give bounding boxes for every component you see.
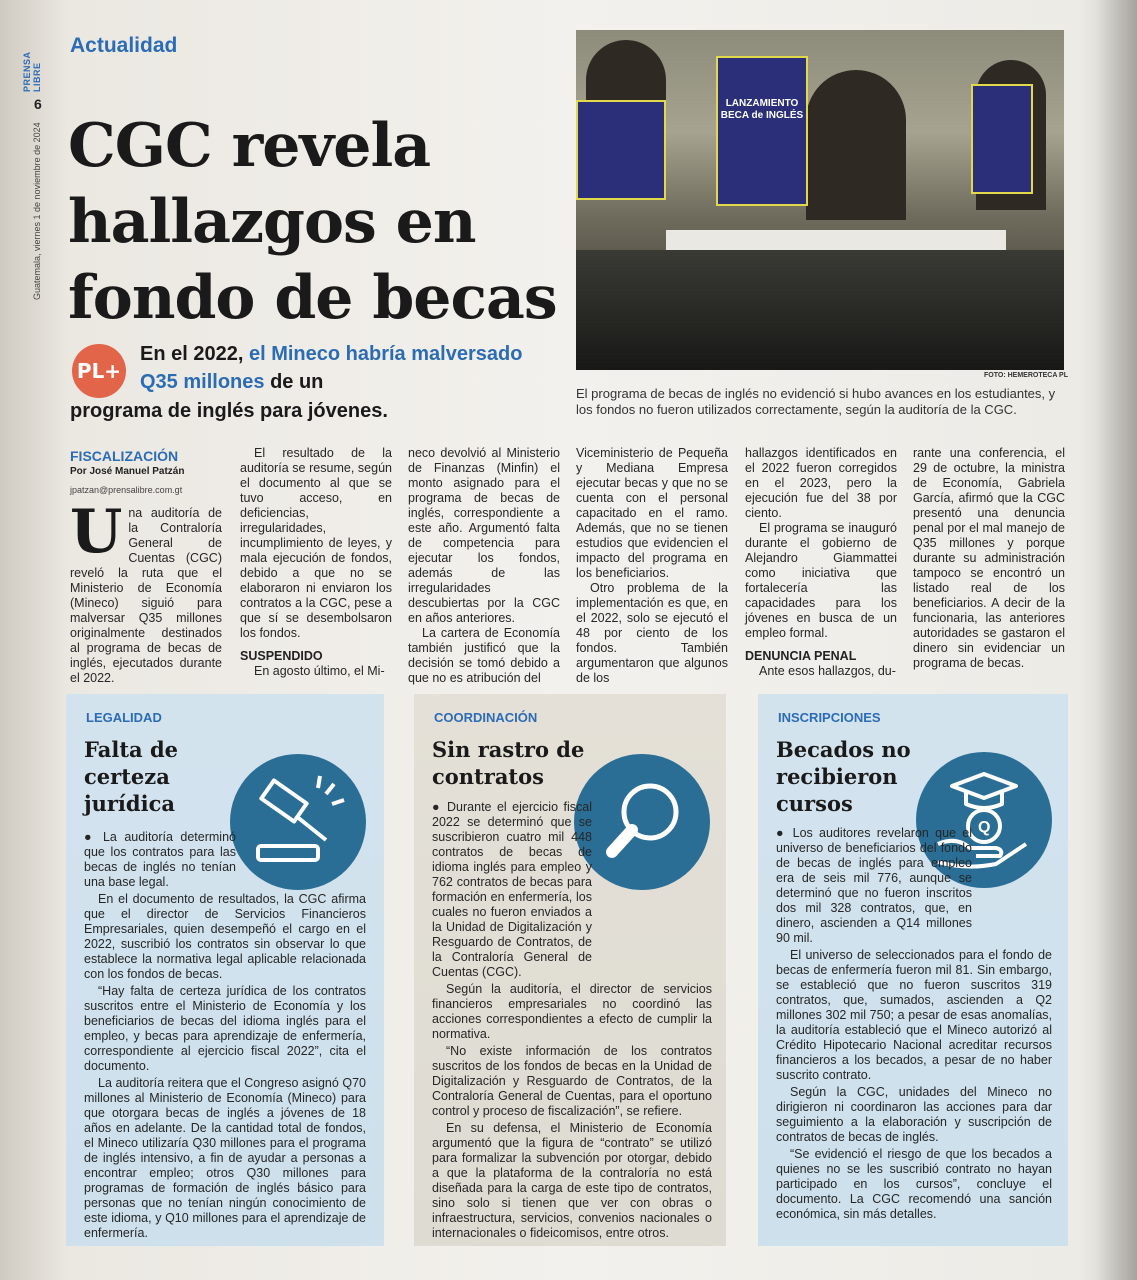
sidebar-box-legalidad bbox=[66, 694, 384, 1246]
margin-dateline: Guatemala, viernes 1 de noviembre de 2024 bbox=[32, 122, 42, 300]
subhead-part1: En el 2022, bbox=[140, 343, 244, 365]
article-col-2 bbox=[240, 446, 392, 679]
photo-arch-center bbox=[806, 70, 906, 220]
article-paragraph: El programa se inauguró durante el gobierno de Alejandro Giammattei como iniciativa que fortalecería las capacidades para los jóvenes en busca de un empleo formal. bbox=[745, 521, 897, 640]
box-paragraph: El universo de seleccionados para el fondo de becas de enfermería fueron mil 81. Sin embargo, se estableció que no fueron suscritos 319 contratos, que, sumados, ascienden a Q2 millones 302 mil 750; a pesar de esas anomalías, la auditoría estableció que el Mineco autorizó al Crédito Hipotecario Nacional acreditar recursos financieros a los becados, a pesar de no haber suscrito contrato. bbox=[776, 948, 1052, 1082]
subheading-suspendido: SUSPENDIDO bbox=[240, 649, 323, 663]
box-kicker: INSCRIPCIONES bbox=[778, 710, 881, 725]
article-paragraph: hallazgos identificados en el 2022 fueron corregidos en el 2023, pero la ejecución fue del 38 por ciento. bbox=[745, 446, 897, 520]
byline-author: Por José Manuel Patzán bbox=[70, 466, 185, 477]
margin-brand: PRENSA LIBRE bbox=[22, 51, 42, 92]
photo-banner-text: LANZAMIENTO BECA de INGLÉS bbox=[720, 98, 804, 121]
box-paragraph: En su defensa, el Ministerio de Economía argumentó que la figura de “contrato” se utilizó para formalizar la subvención por otorgar, debido a que la plataforma de la contraloría no está diseñada para la carga de este tipo de contratos, sino solo si tienen que ver con obras o infraestructura, servicios, convenios nacionales o internacionales o fideicomisos, entre otros. bbox=[432, 1121, 712, 1240]
article-paragraph: El resultado de la auditoría se resume, según el documento al que se tuvo acceso, en deficiencias, irregularidades, incumplimiento de leyes, y mala ejecución de fondos, debido a que no se elaboraron ni enviaron los contratos a la CGC, pese a que sí se desembolsaron los fondos. bbox=[240, 446, 392, 640]
box-paragraph: En el documento de resultados, la CGC afirma que el director de Servicios Financieros Empresariales, quien desempeñó el cargo en el 2022, suscribió los contratos sin observar lo que establece la normativa legal aplicable relacionada con los fondos de becas. bbox=[84, 892, 366, 981]
sidebar-box-coordinacion bbox=[414, 694, 726, 1246]
article-paragraph: Ante esos hallazgos, du- bbox=[759, 664, 896, 678]
article-col-3 bbox=[408, 446, 560, 686]
article-paragraph: Viceministerio de Pequeña y Mediana Empresa ejecutar becas y que no se cuenta con el personal capacitado en el ramo. Además, que no se tienen estudios que evidencien el impacto del programa en los beneficiarios. bbox=[576, 446, 728, 580]
byline bbox=[70, 448, 220, 495]
article-col-6 bbox=[913, 446, 1065, 671]
box-paragraph: “Hay falta de certeza jurídica de los contratos suscritos entre el Ministerio de Economía y los beneficiarios de becas del idioma inglés para el empleo, y becas para aprendizaje de enfermería, correspondiente al ejercicio fiscal 2022”, cita el documento. bbox=[84, 984, 366, 1073]
box-paragraph: “No existe información de los contratos suscritos de los fondos de becas en la Unidad de Digitalización y Resguardo de Contratos, de la Contraloría General de Cuentas, para el oportuno control y proceso de fiscalización”, se refiere. bbox=[432, 1044, 712, 1118]
photo-credit: FOTO: HEMEROTECA PL bbox=[984, 372, 1068, 379]
headline: CGC revela hallazgos en fondo de becas bbox=[68, 111, 557, 333]
photo-banner-center bbox=[716, 56, 808, 206]
box-title: Becados no recibieron cursos bbox=[776, 737, 911, 816]
subhead-part2: de un bbox=[270, 371, 324, 393]
byline-email-link[interactable]: jpatzan@prensalibre.com.gt bbox=[70, 485, 183, 495]
byline-kicker: FISCALIZACIÓN bbox=[70, 448, 179, 464]
article-col-5 bbox=[745, 446, 897, 679]
article-paragraph: En agosto último, el Mi- bbox=[254, 664, 385, 678]
margin-strip bbox=[22, 30, 46, 330]
box-paragraph: ● Durante el ejercicio fiscal 2022 se determinó que se suscribieron cuatro mil 448 contratos de becas de idioma inglés para empleo y 762 contratos de becas para formación en enfermería, los cuales no fueron enviados a la Unidad de Digitalización y Resguardo de Contratos, de la Contraloría General de Cuentas (CGC). bbox=[432, 800, 592, 979]
section-label: Actualidad bbox=[70, 34, 178, 57]
subhead-line2: programa de inglés para jóvenes. bbox=[70, 400, 388, 422]
article-col1-text: na auditoría de la Contraloría General de Cuentas (CGC) reveló la ruta que el Ministerio de Economía (Mineco) siguió para malversar Q35 millones originalmente destinados al programa de becas de inglés, ejecutados durante el 2022. bbox=[70, 506, 222, 685]
box-kicker: COORDINACIÓN bbox=[434, 710, 538, 725]
photo-banner-right bbox=[971, 84, 1033, 194]
page-number: 6 bbox=[34, 96, 42, 112]
box-paragraph: ● Los auditores revelaron que el universo de beneficiarios del fondo de becas de inglés para empleo era de seis mil 776, aunque se determinó que no fueron inscritos dos mil 328 contratos, que, en dinero, ascienden a Q14 millones 90 mil. bbox=[776, 826, 972, 945]
event-photo bbox=[576, 30, 1064, 370]
box-paragraph: Según la CGC, unidades del Mineco no dirigieron ni coordinaron las acciones para dar seguimiento a la elaboración y suscripción de contratos de becas de inglés. bbox=[776, 1085, 1052, 1144]
box-kicker: LEGALIDAD bbox=[86, 710, 162, 725]
box-title: Falta de certeza jurídica bbox=[84, 737, 179, 816]
box-body bbox=[432, 800, 712, 1243]
subhead-highlight: el Mineco habría malversado Q35 millones bbox=[140, 343, 523, 393]
pl-plus-logo: PL+ bbox=[72, 344, 126, 398]
subhead bbox=[140, 340, 560, 396]
box-paragraph: “Se evidenció el riesgo de que los becados a quienes no se les suscribió contrato no hayan participado en los cursos”, concluye el documento. La CGC recomendó una sanción económica, sin más detalles. bbox=[776, 1147, 1052, 1221]
svg-text:Q: Q bbox=[978, 819, 991, 836]
box-paragraph: ● La auditoría determinó que los contratos para las becas de inglés no tenían una base legal. bbox=[84, 830, 236, 889]
box-paragraph: Según la auditoría, el director de servicios financieros empresariales no coordinó las acciones correspondientes a efecto de cumplir la normativa. bbox=[432, 982, 712, 1041]
article-paragraph: neco devolvió al Ministerio de Finanzas (Minfin) el monto asignado para el programa de becas de inglés, correspondiente a este año. Argumentó falta de competencia para ejecutar los fondos, además de las irregularidades descubiertas por la CGC en años anteriores. bbox=[408, 446, 560, 625]
page-edge-shadow bbox=[1097, 0, 1137, 1280]
article-col-4 bbox=[576, 446, 728, 686]
box-paragraph: La auditoría reitera que el Congreso asignó Q70 millones al Ministerio de Economía (Mineco) para que otorgara becas de inglés a jóvenes de 18 años en adelante. De la cantidad total de fondos, el Mineco utilizaría Q30 millones para el programa de inglés intensivo, a fin de ayudar a personas a encontrar empleo; otros Q30 millones para programas de formación de inglés básico para personas que no tenían ningún conocimiento de este idioma, y Q10 millones para el aprendizaje de enfermería. bbox=[84, 1076, 366, 1240]
box-title: Sin rastro de contratos bbox=[432, 737, 585, 789]
article-paragraph: Otro problema de la implementación es que, en el 2022, solo se ejecutó el 48 por ciento de los fondos. También argumentaron que algunos de los bbox=[576, 581, 728, 685]
drop-cap: U bbox=[70, 497, 123, 567]
photo-banner-left bbox=[576, 100, 666, 200]
article-paragraph: rante una conferencia, el 29 de octubre, la ministra de Economía, Gabriela García, afirmó que la CGC presentó una denuncia penal por el mal manejo de Q35 millones y porque durante su administración tampoco se encontró un listado real de los beneficiarios. A decir de la funcionaria, las anteriores autoridades se gastaron el dinero sin evidenciar un programa de becas. bbox=[913, 446, 1065, 670]
article-col-1 bbox=[70, 497, 222, 686]
box-body bbox=[776, 826, 1052, 1224]
subheading-denuncia: DENUNCIA PENAL bbox=[745, 649, 857, 663]
box-body bbox=[84, 830, 366, 1243]
photo-audience bbox=[576, 250, 1064, 370]
photo-caption: El programa de becas de inglés no evidenció si hubo avances en los estudiantes, y los fondos no fueron utilizados correctamente, según la auditoría de la CGC. bbox=[576, 386, 1056, 417]
sidebar-box-inscripciones bbox=[758, 694, 1068, 1246]
article-paragraph: La cartera de Economía también justificó que la decisión se tomó debido a que no es atribución del bbox=[408, 626, 560, 685]
